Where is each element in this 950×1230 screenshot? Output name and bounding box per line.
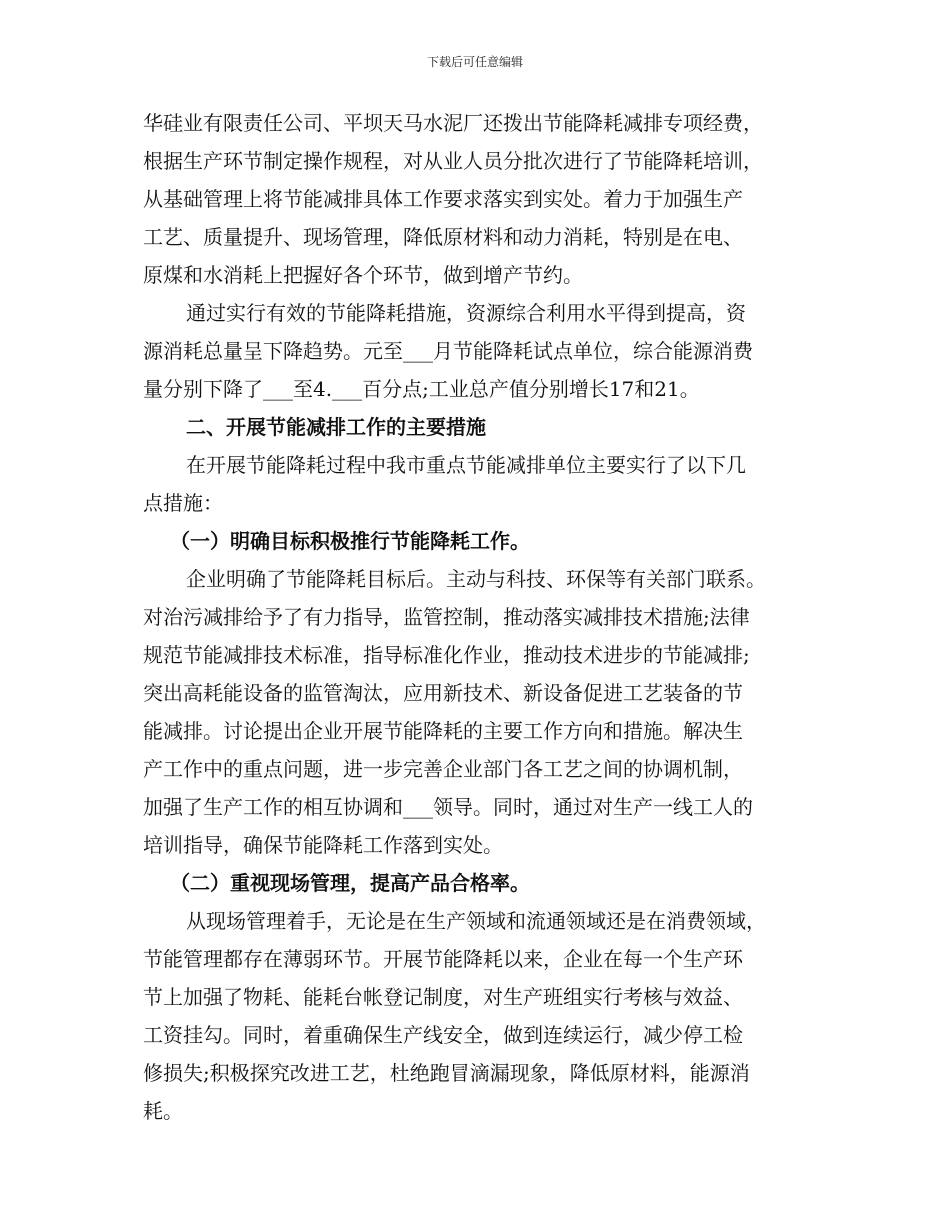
paragraph-first-line: 从现场管理着手，无论是在生产领域和流通领域还是在消费领域，	[186, 909, 766, 933]
subsection-heading: （二）重视现场管理，提高产品合格率。	[170, 871, 530, 895]
text-line: 规范节能减排技术标准，指导标准化作业，推动技术进步的节能减排;	[143, 643, 750, 667]
text-line: 从基础管理上将节能减排具体工作要求落实到实处。着力于加强生产	[143, 187, 743, 211]
text-line: 源消耗总量呈下降趋势。元至___月节能降耗试点单位，综合能源消费	[143, 339, 753, 363]
text-line: 产工作中的重点问题，进一步完善企业部门各工艺之间的协调机制，	[143, 757, 743, 781]
text-line: 节能管理都存在薄弱环节。开展节能降耗以来，企业在每一个生产环	[143, 947, 743, 971]
text-line: 量分别下降了___至4.___百分点;工业总产值分别增长17和21。	[143, 377, 700, 401]
section-heading: 二、开展节能减排工作的主要措施	[186, 415, 486, 439]
text-line: 根据生产环节制定操作规程，对从业人员分批次进行了节能降耗培训，	[143, 149, 763, 173]
paragraph-first-line: 在开展节能降耗过程中我市重点节能减排单位主要实行了以下几	[186, 453, 746, 477]
text-line: 工资挂勾。同时，着重确保生产线安全，做到连续运行，减少停工检	[143, 1023, 743, 1047]
text-line: 原煤和水消耗上把握好各个环节，做到增产节约。	[143, 263, 583, 287]
text-line: 对治污减排给予了有力指导，监管控制，推动落实减排技术措施;法律	[143, 605, 750, 629]
subsection-heading: （一）明确目标积极推行节能降耗工作。	[170, 529, 530, 553]
text-line: 点措施：	[143, 491, 223, 515]
text-line: 节上加强了物耗、能耗台帐登记制度，对生产班组实行考核与效益、	[143, 985, 743, 1009]
text-line: 加强了生产工作的相互协调和___领导。同时，通过对生产一线工人的	[143, 795, 753, 819]
text-line: 耗。	[143, 1099, 183, 1123]
text-line: 华硅业有限责任公司、平坝天马水泥厂还拨出节能降耗减排专项经费，	[143, 111, 763, 135]
text-line: 突出高耗能设备的监管淘汰，应用新技术、新设备促进工艺装备的节	[143, 681, 743, 705]
text-line: 修损失;积极探究改进工艺，杜绝跑冒滴漏现象，降低原材料，能源消	[143, 1061, 750, 1085]
text-line: 培训指导，确保节能降耗工作落到实处。	[143, 833, 503, 857]
text-line: 工艺、质量提升、现场管理，降低原材料和动力消耗，特别是在电、	[143, 225, 743, 249]
text-line: 能减排。讨论提出企业开展节能降耗的主要工作方向和措施。解决生	[143, 719, 743, 743]
paragraph-first-line: 通过实行有效的节能降耗措施，资源综合利用水平得到提高，资	[186, 301, 746, 325]
paragraph-first-line: 企业明确了节能降耗目标后。主动与科技、环保等有关部门联系。	[186, 567, 766, 591]
page-header-note: 下载后可任意编辑	[426, 55, 523, 69]
